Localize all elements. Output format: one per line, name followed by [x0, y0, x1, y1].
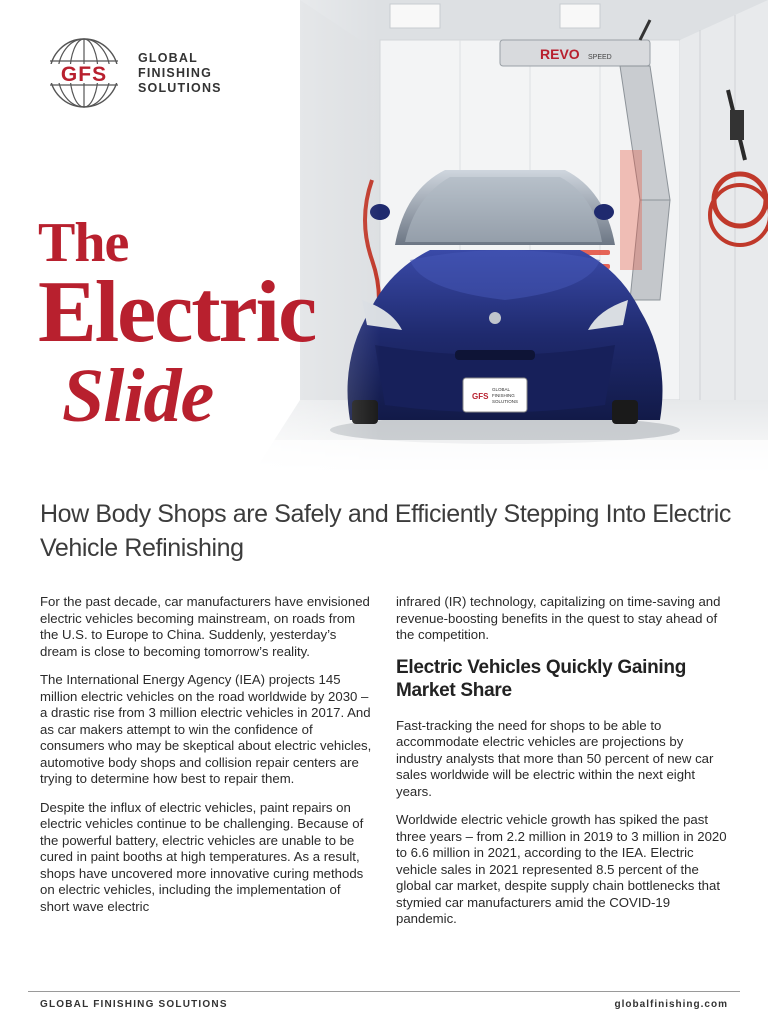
paragraph: Worldwide electric vehicle growth has spiked the past three years – from 2.2 million in 2019 to 3 million in 2020 to 6.6 million in 2021, according to the IEA. Electric vehicle sales in 2021 represented 8.5 percent of the global car market, despite supply chain bottlenecks that stymied car manufacturers amid the COVID-19 pandemic.	[396, 812, 727, 926]
logo-wordmark	[138, 51, 222, 96]
logo-line-1: GLOBAL	[138, 50, 198, 65]
equipment-sub: SPEED	[588, 54, 612, 61]
footer-company: GLOBAL FINISHING SOLUTIONS	[40, 999, 228, 1010]
company-logo	[38, 37, 222, 109]
headline	[38, 214, 315, 436]
headline-the: The	[38, 212, 129, 274]
paragraph: The International Energy Agency (IEA) projects 145 million electric vehicles on the road worldwide by 2030 – a drastic rise from 3 million electric vehicles in 2017. And as car makers attempt to win the confidence of consumers who may be skeptical about electric vehicles, automotive body shops and collision repair centers are trying to determine how best to repair them.	[40, 672, 372, 786]
logo-line-3: SOLUTIONS	[138, 80, 222, 95]
body-left-column	[40, 594, 372, 927]
logo-line-2: FINISHING	[138, 65, 212, 80]
logo-mark-text: GFS	[60, 63, 108, 86]
plate-mark: GFS	[472, 392, 489, 401]
footer-divider	[28, 991, 740, 992]
equipment-brand: REVO	[540, 46, 580, 62]
paragraph: For the past decade, car manufacturers have envisioned electric vehicles becoming mainstream, on roads from the U.S. to Europe to China. Suddenly, yesterday’s dream is close to becoming tomorrow’s reality.	[40, 594, 370, 659]
body-right-column	[396, 594, 730, 940]
plate-line1: GLOBAL	[492, 387, 511, 392]
section-heading: Electric Vehicles Quickly Gaining Market Share	[396, 656, 687, 701]
footer-website-link[interactable]: globalfinishing.com	[614, 999, 728, 1010]
paragraph: Fast-tracking the need for shops to be able to accommodate electric vehicles are projections by industry analysts that more than 50 percent of new car sales worldwide will be electric within the next eight years.	[396, 717, 714, 799]
paragraph: infrared (IR) technology, capitalizing on time-saving and revenue-boosting benefits in the quest to stay ahead of the competition.	[396, 594, 721, 642]
subtitle: How Body Shops are Safely and Efficiently Stepping Into Electric Vehicle Refinishing	[40, 500, 732, 562]
plate-line2: FINISHING	[492, 393, 515, 398]
headline-electric: Electric	[38, 264, 316, 361]
headline-slide: Slide	[62, 354, 214, 438]
paragraph: Despite the influx of electric vehicles, paint repairs on electric vehicles continue to be challenging. Because of the powerful battery, electric vehicles are unable to be cured in paint booths at high temperatures. As a result, shops have uncovered more innovative curing methods on electric vehicles, including the implementation of short wave electric	[40, 799, 364, 914]
plate-line3: SOLUTIONS	[492, 399, 519, 404]
globe-icon	[38, 37, 130, 109]
